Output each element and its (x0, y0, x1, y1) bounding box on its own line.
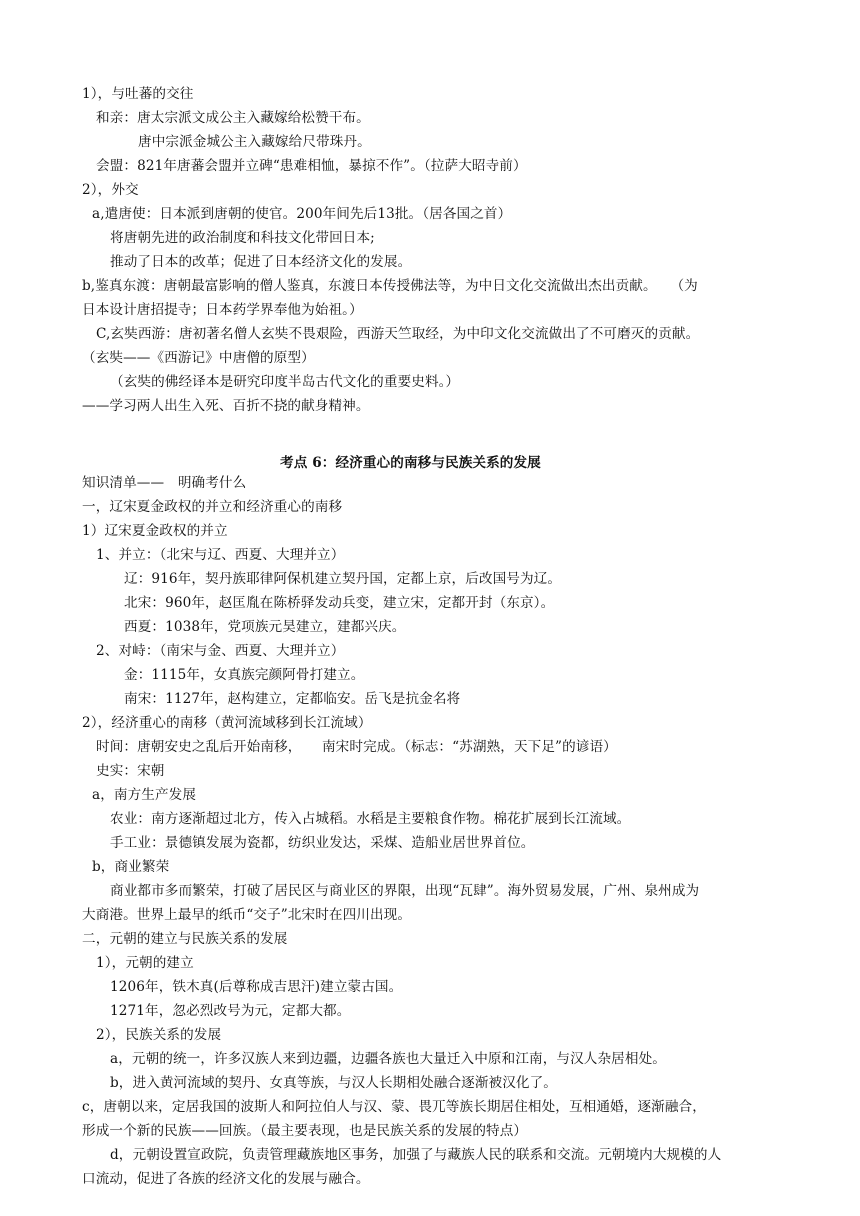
part1-title: 一，辽宋夏金政权的并立和经济重心的南移 (82, 499, 343, 515)
qiantangshi-line-2: 将唐朝先进的政治制度和科技文化带回日本; (110, 230, 375, 246)
knowledge-list-label: 知识清单—— 明确考什么 (82, 475, 247, 491)
part2-title: 二，元朝的建立与民族关系的发展 (82, 931, 288, 947)
xuanzang-line-2: （玄奘——《西游记》中唐僧的原型） (82, 350, 315, 366)
nongye-line: 农业：南方逐渐超过北方，传入占城稻。水稻是主要粮食作物。棉花扩展到长江流域。 (110, 811, 631, 827)
shijian-line: 时间：唐朝安史之乱后开始南移， 南宋时完成。（标志：“苏湖熟，天下足”的谚语） (96, 739, 617, 755)
heqin-line-2: 唐中宗派金城公主入藏嫁给尺带珠丹。 (138, 134, 371, 150)
section-heading: 考点 6：经济重心的南移与民族关系的发展 (280, 455, 541, 471)
nansong-line: 南宋：1127年，赵构建立，定都临安。岳飞是抗金名将 (124, 691, 461, 707)
xuanzang-line-3: （玄奘的佛经译本是研究印度半岛古代文化的重要史料。） (110, 374, 460, 390)
beisong-line: 北宋：960年，赵匡胤在陈桥驿发动兵变，建立宋，定都开封（东京）。 (124, 595, 555, 611)
nanfang-title: a，南方生产发展 (92, 787, 197, 803)
heqin-line-1: 和亲：唐太宗派文成公主入藏嫁给松赞干布。 (96, 110, 370, 126)
qiantangshi-line-1: a,遣唐使：日本派到唐朝的使官。200年间先后13批。（居各国之首） (92, 206, 512, 222)
liao-line: 辽：916年，契丹族耶律阿保机建立契丹国，定都上京，后改国号为辽。 (124, 571, 562, 587)
jianzhen-line-2: 日本设计唐招提寺；日本药学界奉他为始祖。） (82, 302, 363, 318)
xuanzang-line-1: C,玄奘西游：唐初著名僧人玄奘不畏艰险，西游天竺取经，为中印文化交流做出了不可磨灭的贡献。 (96, 326, 700, 342)
duizhi-line: 2、对峙：（南宋与金、西夏、大理并立） (96, 643, 345, 659)
shougongye-line: 手工业：景德镇发展为瓷都，纺织业发达，采煤、造船业居世界首位。 (110, 835, 535, 851)
jin-line: 金：1115年，女真族完颜阿骨打建立。 (124, 667, 365, 683)
qiantangshi-line-3: 推动了日本的改革；促进了日本经济文化的发展。 (110, 254, 412, 270)
minzu-b-line: b，进入黄河流域的契丹、女真等族，与汉人长期相处融合逐渐被汉化了。 (110, 1075, 557, 1091)
shangye-title: b，商业繁荣 (92, 859, 170, 875)
jianzhen-line-1: b,鉴真东渡：唐朝最富影响的僧人鉴真，东渡日本传授佛法等，为中日文化交流做出杰出贡献。 （为 (82, 278, 698, 294)
bingli-line: 1、并立：（北宋与辽、西夏、大理并立） (96, 547, 345, 563)
minzu-d-line-2: 口流动，促进了各族的经济文化的发展与融合。 (82, 1171, 370, 1187)
minzu-a-line: a，元朝的统一，许多汉族人来到边疆，边疆各族也大量迁入中原和江南，与汉人杂居相处。 (110, 1051, 666, 1067)
sub1-title: 1）辽宋夏金政权的并立 (82, 523, 228, 539)
yuan-1206-line: 1206年，铁木真(后尊称成吉思汗)建立蒙古国。 (110, 979, 403, 995)
minzu-title: 2），民族关系的发展 (96, 1027, 222, 1043)
shangye-line-2: 大商港。世界上最早的纸币“交子”北宋时在四川出现。 (82, 907, 412, 923)
minzu-c-line-2: 形成一个新的民族——回族。（最主要表现，也是民族关系的发展的特点） (82, 1123, 528, 1139)
shishi-line: 史实：宋朝 (96, 763, 165, 779)
minzu-d-line-1: d，元朝设置宣政院，负责管理藏族地区事务，加强了与藏族人民的联系和交流。元朝境内大规模的人 (110, 1147, 722, 1163)
minzu-c-line-1: c，唐朝以来，定居我国的波斯人和阿拉伯人与汉、蒙、畏兀等族长期居住相处，互相通婚，逐渐融合， (82, 1099, 706, 1115)
xuanzang-line-4: ——学习两人出生入死、百折不挠的献身精神。 (82, 398, 370, 414)
yuan-1271-line: 1271年，忽必烈改号为元，定都大都。 (110, 1003, 351, 1019)
yuan-title: 1），元朝的建立 (96, 955, 194, 971)
xixia-line: 西夏：1038年，党项族元昊建立，建都兴庆。 (124, 619, 406, 635)
waijiao-title: 2），外交 (82, 182, 139, 198)
shangye-line-1: 商业都市多而繁荣，打破了居民区与商业区的界限，出现“瓦肆”。海外贸易发展，广州、泉州成为 (110, 883, 700, 899)
sub2-title: 2），经济重心的南移（黄河流域移到长江流域） (82, 715, 372, 731)
tubo-title: 1），与吐蕃的交往 (82, 86, 194, 102)
huimeng-line: 会盟：821年唐蕃会盟并立碑“患难相恤，暴掠不作”。（拉萨大昭寺前） (96, 158, 527, 174)
